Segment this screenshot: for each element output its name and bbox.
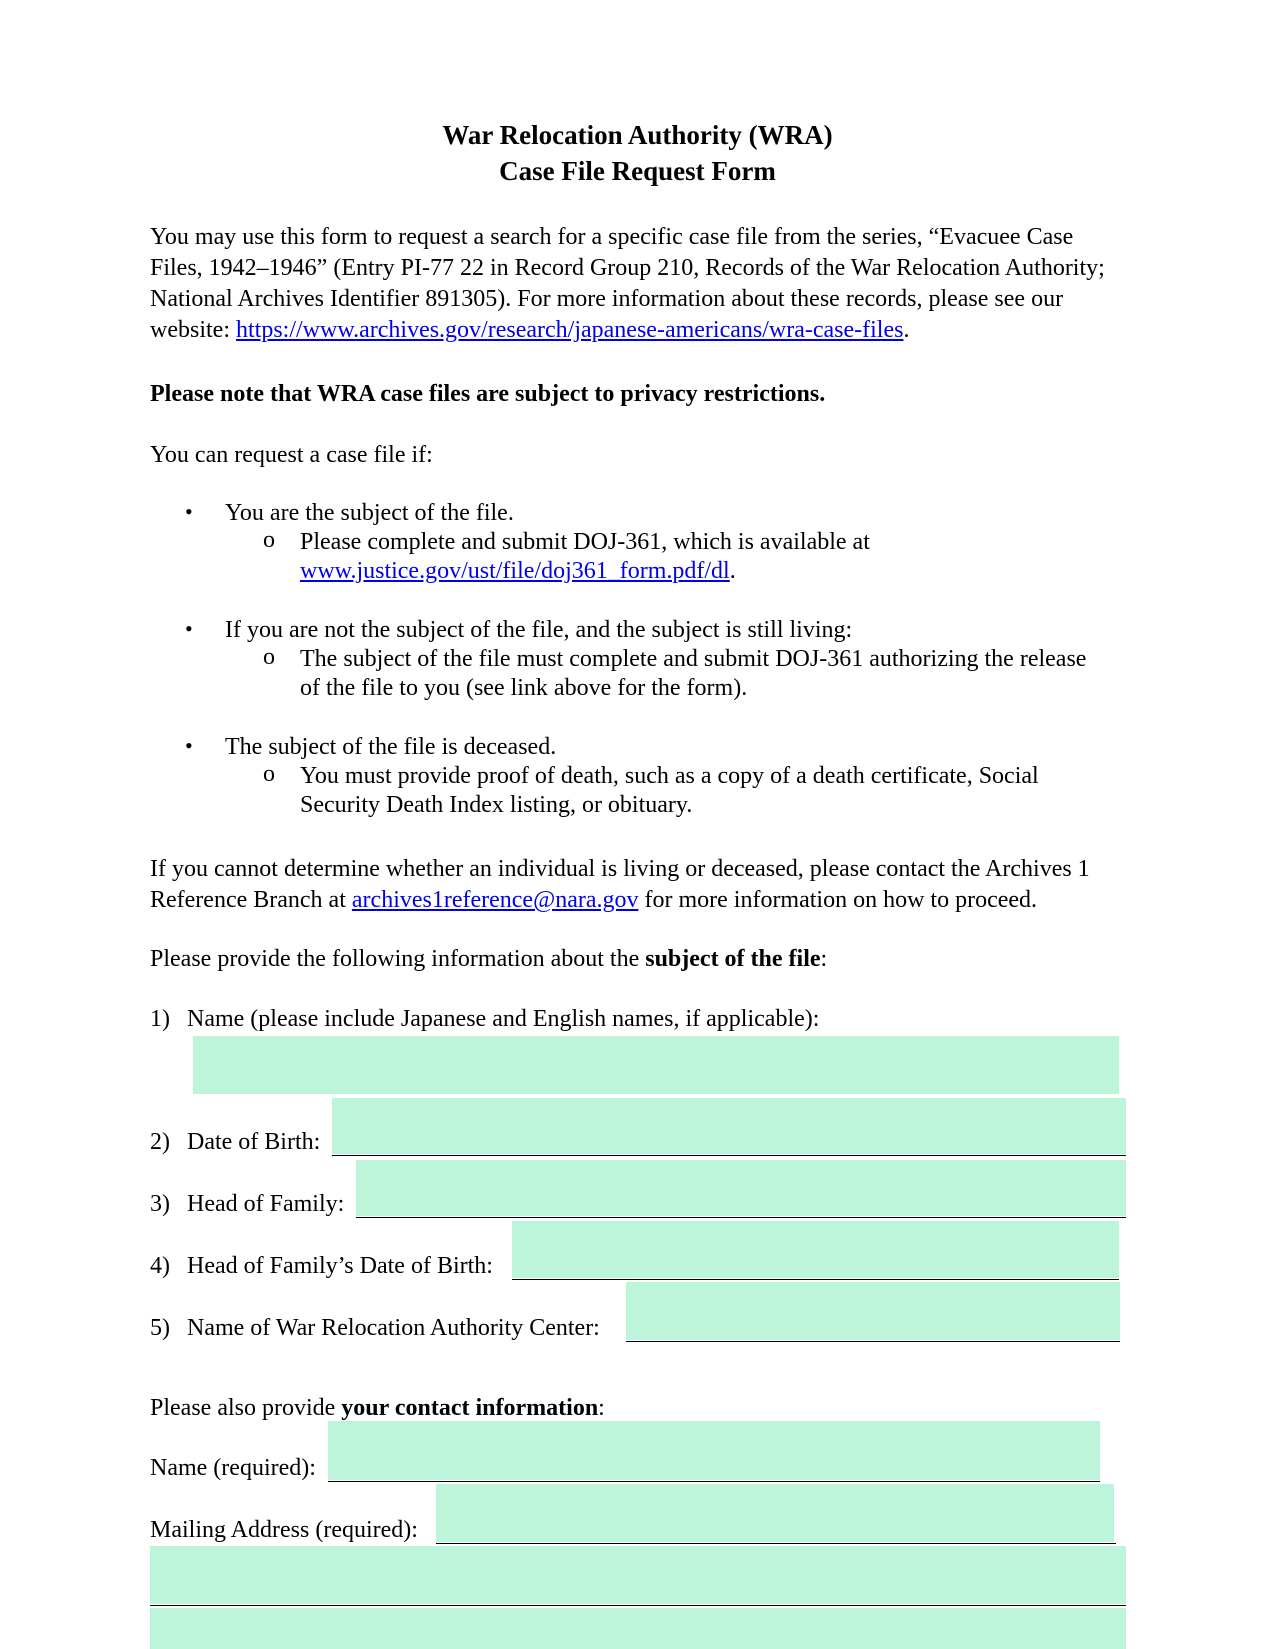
subject-date-of-birth-field[interactable] [332, 1098, 1126, 1154]
bullet-glyph: • [185, 499, 193, 524]
field-1-number: 1) [150, 1006, 170, 1032]
field-5-number: 5) [150, 1315, 170, 1341]
field-4-number: 4) [150, 1253, 170, 1279]
bullet-1-sub-link-line [300, 556, 736, 587]
contact-prompt-text: Please also provide [150, 1395, 342, 1421]
sub-bullet-glyph: o [263, 527, 275, 553]
bullet-3-sub-line2: Security Death Index listing, or obituary. [300, 792, 693, 818]
subject-prompt-colon: : [820, 946, 828, 972]
field-underline [626, 1341, 1120, 1342]
bullet-1-sub-period: . [729, 558, 736, 584]
bullet-2-sub-line2: of the file to you (see link above for the form). [300, 675, 748, 701]
contact-prompt-bold: your contact information [341, 1395, 599, 1421]
mailing-address-line-3-field[interactable] [150, 1608, 1126, 1649]
intro-paragraph [150, 222, 1110, 346]
contact-note-tail: for more information on how to proceed. [638, 887, 1038, 913]
bullet-3-text: The subject of the file is deceased. [225, 734, 557, 760]
field-1-label: Name (please include Japanese and English names, if applicable): [187, 1006, 820, 1032]
contact-note-text: If you cannot determine whether an individual is living or deceased, please contact the Archives 1 Reference Branch at [150, 856, 1090, 913]
field-underline [150, 1605, 1126, 1606]
archives1-reference-email-link[interactable]: archives1reference@nara.gov [351, 887, 639, 913]
subject-prompt-bold: subject of the file [645, 946, 821, 972]
bullet-3-sub-line1: You must provide proof of death, such as a copy of a death certificate, Social [300, 763, 1039, 789]
contact-note-paragraph [150, 854, 1140, 916]
head-of-family-date-of-birth-field[interactable] [512, 1221, 1119, 1278]
sub-bullet-glyph: o [263, 761, 275, 787]
field-3-label: Head of Family: [187, 1191, 345, 1217]
wra-case-files-link[interactable]: https://www.archives.gov/research/japanese-americans/wra-case-files [235, 317, 904, 343]
field-2-label: Date of Birth: [187, 1129, 321, 1155]
wra-center-name-field[interactable] [626, 1282, 1120, 1340]
subject-prompt [150, 944, 827, 975]
form-title-line1: War Relocation Authority (WRA) [442, 120, 833, 150]
subject-name-field[interactable] [193, 1036, 1119, 1094]
form-title-line2: Case File Request Form [499, 156, 776, 186]
contact-name-field[interactable] [328, 1421, 1100, 1480]
bullet-1-text: You are the subject of the file. [225, 500, 514, 526]
doj361-form-link[interactable]: www.justice.gov/ust/file/doj361_form.pdf/dl [300, 558, 730, 584]
field-4-label: Head of Family’s Date of Birth: [187, 1253, 493, 1279]
field-underline [356, 1217, 1126, 1218]
subject-prompt-text: Please provide the following information about the [150, 946, 646, 972]
bullet-1-sub-text: Please complete and submit DOJ-361, which is available at [300, 529, 870, 555]
privacy-note: Please note that WRA case files are subject to privacy restrictions. [150, 381, 826, 407]
contact-prompt [150, 1393, 605, 1424]
bullet-glyph: • [185, 616, 193, 641]
intro-period: . [903, 317, 910, 343]
intro-text: You may use this form to request a search for a specific case file from the series, “Evacuee Case Files, 1942–1946” (Entry PI-77 22 in Record Group 210, Records of the War Relocation Authority; National Archives Identifier 891305). For more information about these records, please see our website: [150, 224, 1105, 343]
bullet-2-text: If you are not the subject of the file, and the subject is still living: [225, 617, 853, 643]
field-2-number: 2) [150, 1129, 170, 1155]
field-underline [512, 1279, 1119, 1280]
field-3-number: 3) [150, 1191, 170, 1217]
mailing-address-label: Mailing Address (required): [150, 1517, 418, 1543]
request-intro: You can request a case file if: [150, 442, 433, 468]
field-underline [332, 1155, 1126, 1156]
mailing-address-field[interactable] [436, 1484, 1114, 1542]
contact-prompt-colon: : [598, 1395, 605, 1421]
field-underline [436, 1543, 1116, 1544]
field-underline [328, 1481, 1100, 1482]
sub-bullet-glyph: o [263, 644, 275, 670]
contact-name-label: Name (required): [150, 1455, 316, 1481]
bullet-2-sub-line1: The subject of the file must complete and submit DOJ-361 authorizing the release [300, 646, 1087, 672]
field-5-label: Name of War Relocation Authority Center: [187, 1315, 600, 1341]
bullet-glyph: • [185, 733, 193, 758]
head-of-family-field[interactable] [356, 1160, 1126, 1216]
mailing-address-line-2-field[interactable] [150, 1546, 1126, 1604]
